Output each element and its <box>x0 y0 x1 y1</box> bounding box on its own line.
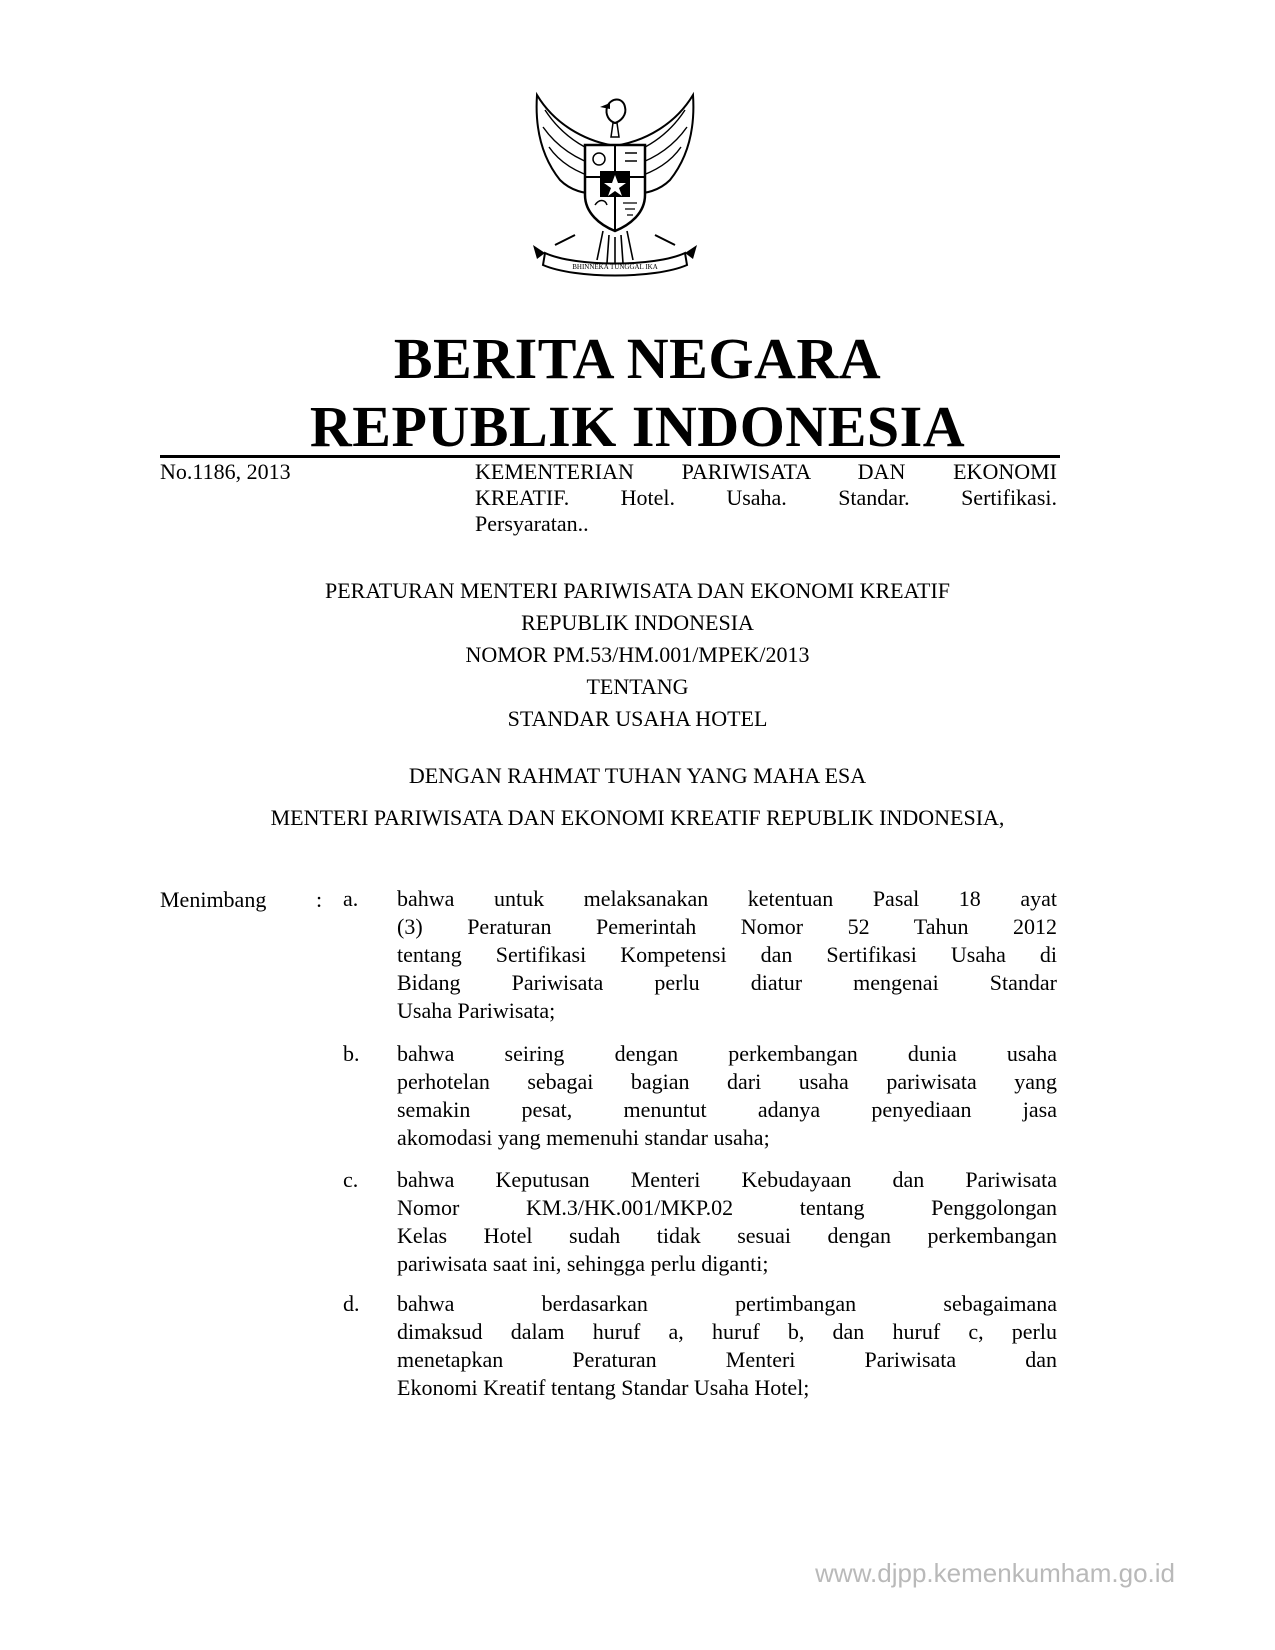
item-line: menetapkan Peraturan Menteri Pariwisata dan <box>397 1347 1057 1372</box>
item-text <box>397 885 1057 1025</box>
issue-number: No.1186, 2013 <box>160 459 291 484</box>
masthead-line-2: REPUBLIK INDONESIA <box>309 394 966 459</box>
regulation-about: TENTANG <box>586 674 689 699</box>
masthead-line-1: BERITA NEGARA <box>393 326 882 391</box>
item-line: bahwa Keputusan Menteri Kebudayaan dan Pariwisata <box>397 1167 1057 1192</box>
item-line: Kelas Hotel sudah tidak sesuai dengan perkembangan <box>397 1223 1057 1248</box>
considering-colon: : <box>316 887 323 912</box>
item-line: (3) Peraturan Pemerintah Nomor 52 Tahun 2012 <box>397 914 1057 939</box>
item-text <box>397 1166 1057 1278</box>
item-letter: a. <box>343 886 359 911</box>
item-line: Nomor KM.3/HK.001/MKP.02 tentang Penggolongan <box>397 1195 1057 1220</box>
item-text <box>397 1290 1057 1402</box>
regulation-country: REPUBLIK INDONESIA <box>521 610 754 635</box>
invocation: DENGAN RAHMAT TUHAN YANG MAHA ESA <box>408 763 867 788</box>
issue-description-line: Persyaratan.. <box>475 511 589 536</box>
minister-title: MENTERI PARIWISATA DAN EKONOMI KREATIF REPUBLIK INDONESIA, <box>270 805 1005 830</box>
masthead-divider <box>160 455 1060 458</box>
item-line: bahwa berdasarkan pertimbangan sebagaimana <box>397 1291 1057 1316</box>
considering-label: Menimbang <box>160 887 267 912</box>
issue-description-line: KREATIF. Hotel. Usaha. Standar. Sertifikasi. <box>475 485 1057 510</box>
item-line: semakin pesat, menuntut adanya penyediaan jasa <box>397 1097 1057 1122</box>
source-watermark: www.djpp.kemenkumham.go.id <box>815 1558 1175 1588</box>
item-line: tentang Sertifikasi Kompetensi dan Sertifikasi Usaha di <box>397 942 1057 967</box>
regulation-subject: STANDAR USAHA HOTEL <box>507 706 768 731</box>
issue-description <box>475 459 1057 537</box>
item-text <box>397 1040 1057 1152</box>
issue-description-line: KEMENTERIAN PARIWISATA DAN EKONOMI <box>475 459 1057 484</box>
item-line: Usaha Pariwisata; <box>397 998 556 1023</box>
emblem-motto: BHINNEKA TUNGGAL IKA <box>572 263 658 271</box>
item-line: perhotelan sebagai bagian dari usaha pariwisata yang <box>397 1069 1057 1094</box>
item-letter: d. <box>343 1291 360 1316</box>
item-line: Ekonomi Kreatif tentang Standar Usaha Hotel; <box>397 1375 810 1400</box>
item-line: akomodasi yang memenuhi standar usaha; <box>397 1125 770 1150</box>
regulation-title: PERATURAN MENTERI PARIWISATA DAN EKONOMI KREATIF <box>324 578 951 603</box>
item-letter: c. <box>343 1167 359 1192</box>
item-line: dimaksud dalam huruf a, huruf b, dan huruf c, perlu <box>397 1319 1057 1344</box>
item-line: Bidang Pariwisata perlu diatur mengenai Standar <box>397 970 1057 995</box>
regulation-number: NOMOR PM.53/HM.001/MPEK/2013 <box>465 642 810 667</box>
item-line: bahwa untuk melaksanakan ketentuan Pasal 18 ayat <box>397 886 1057 911</box>
item-letter: b. <box>343 1041 360 1066</box>
item-line: bahwa seiring dengan perkembangan dunia usaha <box>397 1041 1057 1066</box>
garuda-pancasila-emblem-icon <box>515 85 715 285</box>
item-line: pariwisata saat ini, sehingga perlu diganti; <box>397 1251 769 1276</box>
regulation-heading <box>0 575 1275 735</box>
